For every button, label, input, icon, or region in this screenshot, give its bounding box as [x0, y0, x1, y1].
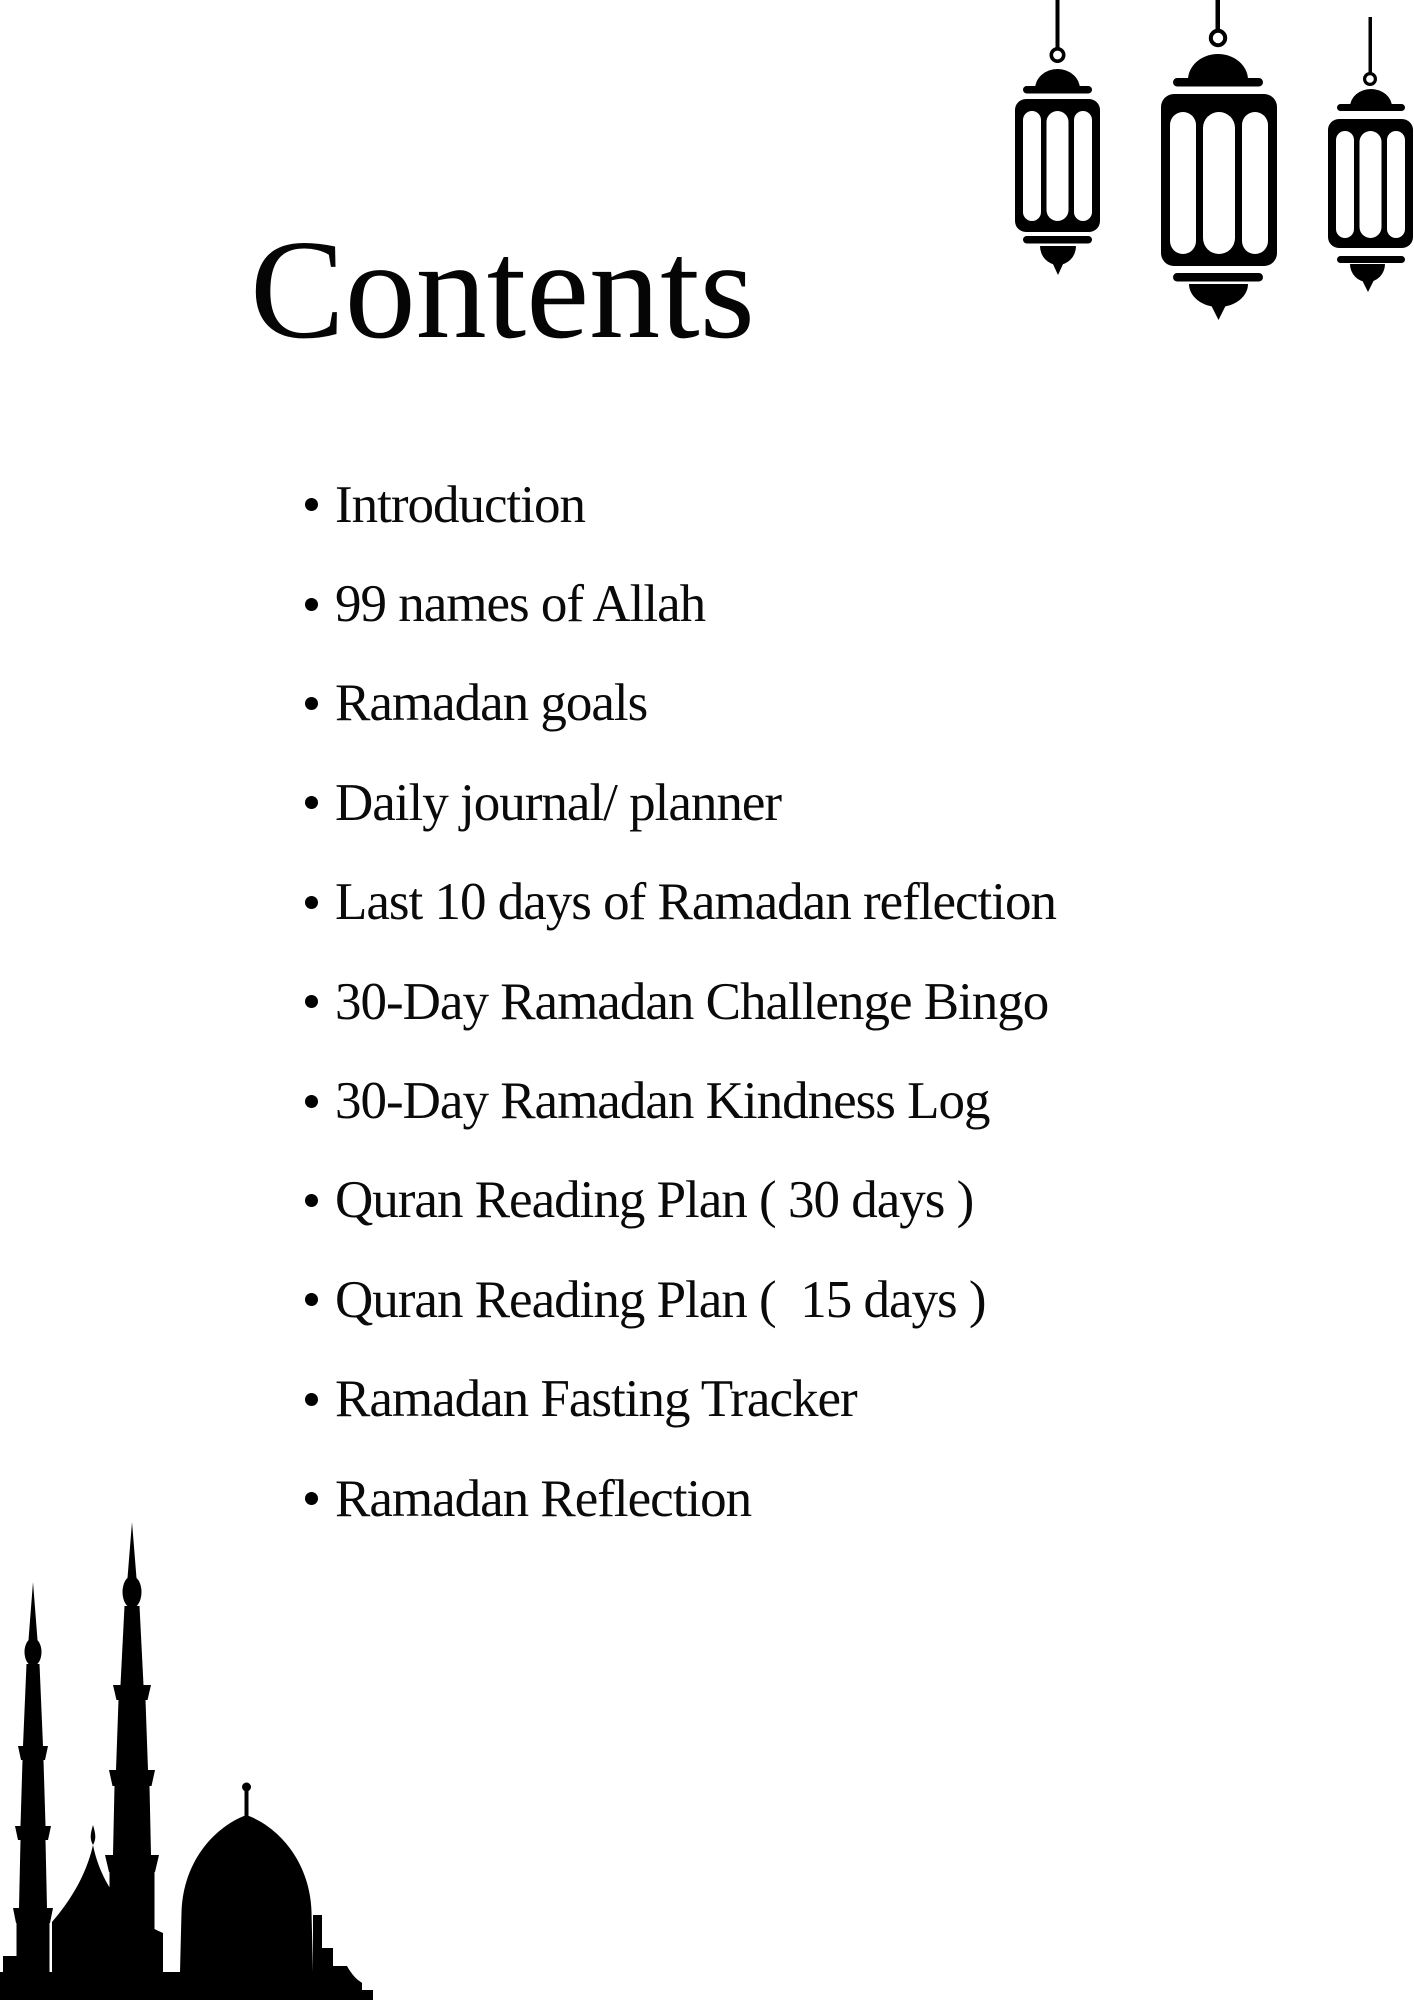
toc-item-daily-journal: Daily journal/ planner: [335, 753, 1056, 852]
minaret-left: [3, 1582, 53, 2000]
table-of-contents: [335, 455, 1056, 1548]
lantern-icon: [1328, 17, 1413, 292]
toc-item-challenge-bingo: 30-Day Ramadan Challenge Bingo: [335, 952, 1056, 1051]
toc-item-99-names: 99 names of Allah: [335, 554, 1056, 653]
toc-item-quran-plan-30: Quran Reading Plan ( 30 days ): [335, 1151, 1056, 1250]
toc-item-ramadan-goals: Ramadan goals: [335, 654, 1056, 753]
page-title: Contents: [250, 210, 755, 368]
toc-item-fasting-tracker: Ramadan Fasting Tracker: [335, 1350, 1056, 1449]
lantern-icon: [1015, 0, 1100, 275]
hanging-lanterns-icon: [1000, 0, 1414, 340]
toc-item-quran-plan-15: Quran Reading Plan ( 15 days ): [335, 1250, 1056, 1349]
toc-item-introduction: Introduction: [335, 455, 1056, 554]
toc-item-ramadan-reflection: Ramadan Reflection: [335, 1449, 1056, 1548]
mosque-base: [0, 1972, 373, 2000]
toc-item-kindness-log: 30-Day Ramadan Kindness Log: [335, 1051, 1056, 1150]
mosque-silhouette-icon: [0, 1520, 380, 2000]
mosque-dome: [180, 1783, 362, 1993]
toc-item-last-10-days: Last 10 days of Ramadan reflection: [335, 853, 1056, 952]
lantern-icon: [1161, 0, 1277, 320]
